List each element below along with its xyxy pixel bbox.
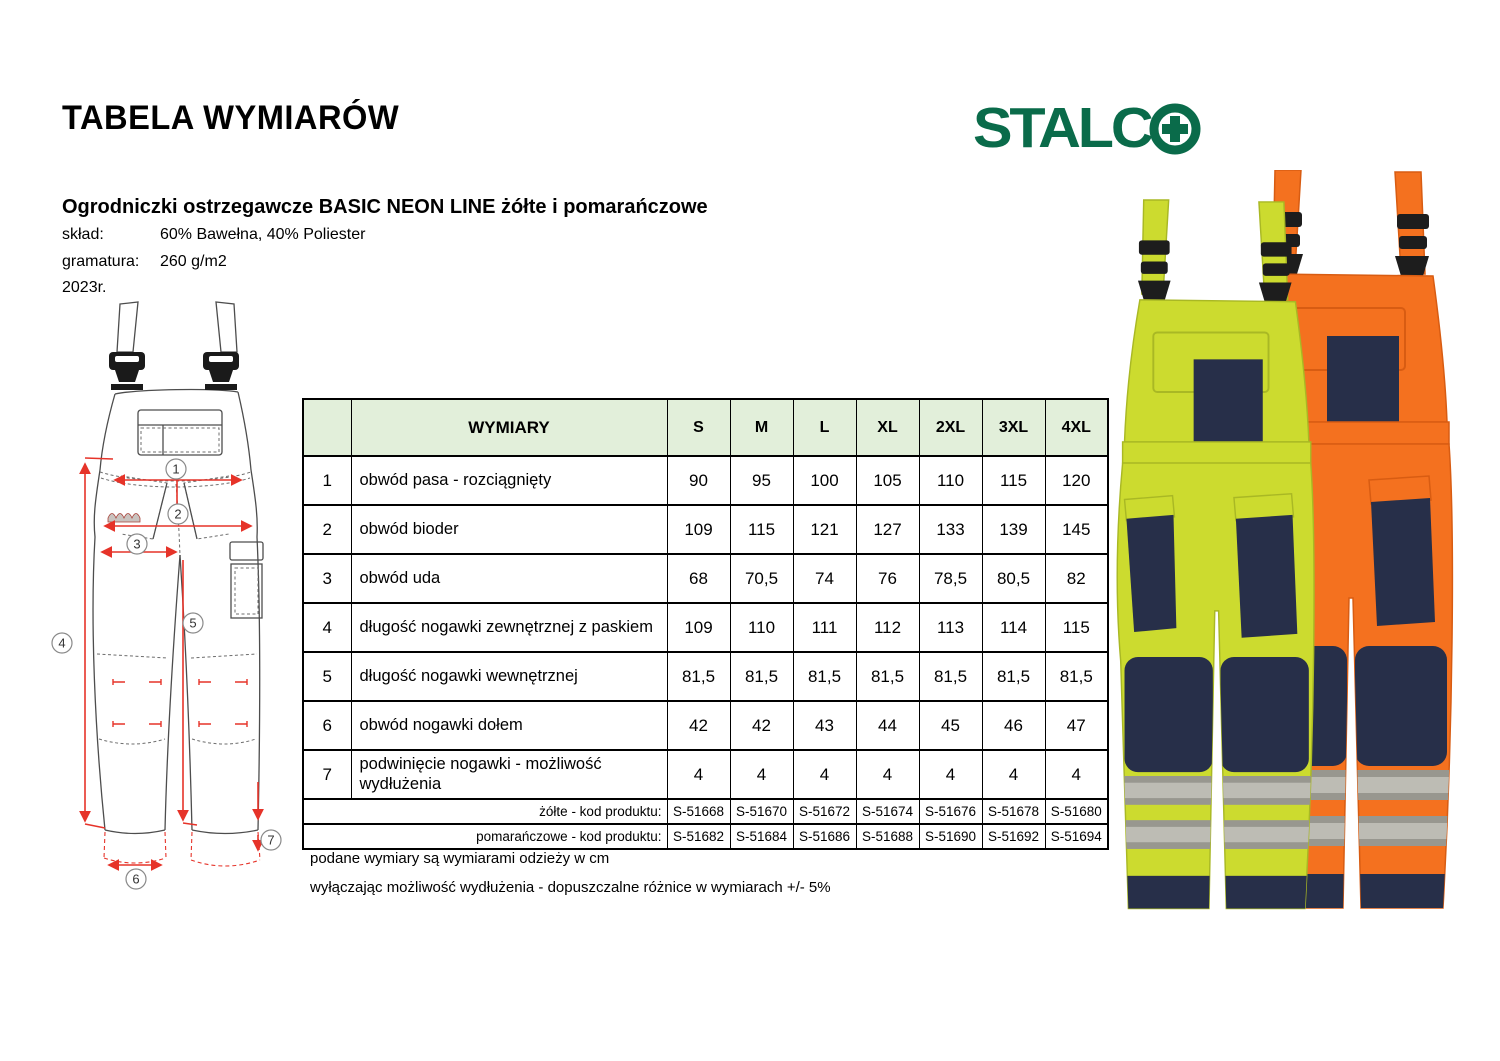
value-cell: 133	[919, 505, 982, 554]
overalls-measurement-diagram	[45, 292, 295, 902]
value-cell: 100	[793, 456, 856, 505]
marker-5	[183, 613, 203, 633]
value-cell: 90	[667, 456, 730, 505]
row-number: 1	[303, 456, 351, 505]
value-cell: 120	[1045, 456, 1108, 505]
measurement-label: podwinięcie nogawki - możliwość wydłużenia	[351, 750, 667, 799]
stalco-plus-circle-icon	[1148, 102, 1202, 156]
header-size-2xl: 2XL	[919, 399, 982, 456]
value-cell: 70,5	[730, 554, 793, 603]
value-cell: 81,5	[856, 652, 919, 701]
value-cell: 4	[919, 750, 982, 799]
buckles-yellow	[1138, 240, 1292, 301]
value-cell: 109	[667, 603, 730, 652]
measurement-label: długość nogawki wewnętrznej	[351, 652, 667, 701]
value-cell: 42	[667, 701, 730, 750]
pocket-elastic-detail	[108, 514, 140, 523]
marker-7	[261, 830, 281, 850]
value-cell: 80,5	[982, 554, 1045, 603]
buckles-orange	[1269, 212, 1429, 276]
header-size-4xl: 4XL	[1045, 399, 1108, 456]
value-cell: 109	[667, 505, 730, 554]
value-cell: 76	[856, 554, 919, 603]
value-cell: 42	[730, 701, 793, 750]
product-code: S-51682	[667, 824, 730, 849]
table-row	[303, 750, 1108, 799]
knee-stitch-marks	[113, 679, 247, 727]
table-row	[303, 456, 1108, 505]
value-cell: 4	[793, 750, 856, 799]
row-number: 7	[303, 750, 351, 799]
product-code: S-51676	[919, 799, 982, 824]
value-cell: 45	[919, 701, 982, 750]
marker-3	[127, 534, 147, 554]
value-cell: 81,5	[982, 652, 1045, 701]
code-row-label: pomarańczowe - kod produktu:	[303, 824, 667, 849]
value-cell: 81,5	[667, 652, 730, 701]
svg-text:1: 1	[172, 461, 180, 477]
value-cell: 81,5	[919, 652, 982, 701]
product-code: S-51670	[730, 799, 793, 824]
row-number: 4	[303, 603, 351, 652]
marker-4	[52, 633, 72, 653]
product-code: S-51684	[730, 824, 793, 849]
svg-text:3: 3	[133, 536, 141, 552]
note-measurements-in-cm: podane wymiary są wymiarami odzieży w cm	[310, 850, 610, 867]
spec-label-year: 2023r.	[62, 279, 107, 296]
value-cell: 105	[856, 456, 919, 505]
value-cell: 4	[667, 750, 730, 799]
value-cell: 4	[856, 750, 919, 799]
row-number: 6	[303, 701, 351, 750]
measurement-label: obwód pasa - rozciągnięty	[351, 456, 667, 505]
row-number: 5	[303, 652, 351, 701]
code-row-label: żółte - kod produktu:	[303, 799, 667, 824]
note-tolerance: wyłączając możliwość wydłużenia - dopuszczalne różnice w wymiarach +/- 5%	[310, 879, 831, 896]
header-size-xl: XL	[856, 399, 919, 456]
marker-6	[126, 869, 146, 889]
stalco-logo	[973, 96, 1202, 160]
value-cell: 81,5	[793, 652, 856, 701]
value-cell: 110	[919, 456, 982, 505]
svg-text:4: 4	[58, 635, 66, 651]
row-number: 2	[303, 505, 351, 554]
value-cell: 121	[793, 505, 856, 554]
row-number: 3	[303, 554, 351, 603]
value-cell: 44	[856, 701, 919, 750]
svg-text:5: 5	[189, 615, 197, 631]
value-cell: 46	[982, 701, 1045, 750]
table-row	[303, 652, 1108, 701]
product-code-row-orange	[303, 824, 1108, 849]
header-size-3xl: 3XL	[982, 399, 1045, 456]
measurement-label: obwód nogawki dołem	[351, 701, 667, 750]
size-table	[302, 398, 1109, 850]
product-code: S-51688	[856, 824, 919, 849]
value-cell: 74	[793, 554, 856, 603]
product-code: S-51686	[793, 824, 856, 849]
value-cell: 47	[1045, 701, 1108, 750]
value-cell: 115	[1045, 603, 1108, 652]
page-title: TABELA WYMIARÓW	[62, 99, 400, 137]
table-row	[303, 505, 1108, 554]
value-cell: 4	[730, 750, 793, 799]
product-code: S-51680	[1045, 799, 1108, 824]
measurement-label: obwód bioder	[351, 505, 667, 554]
product-code: S-51692	[982, 824, 1045, 849]
overall-yellow	[1113, 200, 1324, 910]
header-wymiary: WYMIARY	[351, 399, 667, 456]
hem-extension-dashes	[104, 832, 260, 866]
value-cell: 139	[982, 505, 1045, 554]
header-size-m: M	[730, 399, 793, 456]
measurement-label: obwód uda	[351, 554, 667, 603]
value-cell: 112	[856, 603, 919, 652]
product-code: S-51678	[982, 799, 1045, 824]
spec-label-gramatura: gramatura:	[62, 253, 140, 270]
product-code: S-51674	[856, 799, 919, 824]
spec-value-sklad: 60% Bawełna, 40% Poliester	[160, 226, 366, 243]
spec-label-sklad: skład:	[62, 226, 104, 243]
value-cell: 111	[793, 603, 856, 652]
measurement-label: długość nogawki zewnętrznej z paskiem	[351, 603, 667, 652]
value-cell: 115	[730, 505, 793, 554]
product-code: S-51690	[919, 824, 982, 849]
stalco-logo-text: STALC	[973, 96, 1151, 160]
value-cell: 115	[982, 456, 1045, 505]
table-row	[303, 603, 1108, 652]
product-title: Ogrodniczki ostrzegawcze BASIC NEON LINE żółte i pomarańczowe	[62, 196, 708, 218]
product-code-row-yellow	[303, 799, 1108, 824]
marker-1	[166, 459, 186, 479]
svg-text:7: 7	[267, 832, 275, 848]
value-cell: 114	[982, 603, 1045, 652]
product-code: S-51694	[1045, 824, 1108, 849]
spec-value-gramatura: 260 g/m2	[160, 253, 227, 270]
value-cell: 4	[982, 750, 1045, 799]
value-cell: 145	[1045, 505, 1108, 554]
value-cell: 82	[1045, 554, 1108, 603]
value-cell: 43	[793, 701, 856, 750]
header-size-s: S	[667, 399, 730, 456]
value-cell: 4	[1045, 750, 1108, 799]
strap-buckles	[109, 352, 239, 390]
table-row	[303, 554, 1108, 603]
value-cell: 68	[667, 554, 730, 603]
value-cell: 127	[856, 505, 919, 554]
value-cell: 78,5	[919, 554, 982, 603]
value-cell: 113	[919, 603, 982, 652]
table-header-row	[303, 399, 1108, 456]
value-cell: 81,5	[1045, 652, 1108, 701]
value-cell: 81,5	[730, 652, 793, 701]
table-row	[303, 701, 1108, 750]
header-size-l: L	[793, 399, 856, 456]
product-code: S-51672	[793, 799, 856, 824]
product-photo-overalls	[1105, 170, 1500, 930]
product-code: S-51668	[667, 799, 730, 824]
value-cell: 95	[730, 456, 793, 505]
marker-2	[168, 504, 188, 524]
svg-text:2: 2	[174, 506, 182, 522]
value-cell: 110	[730, 603, 793, 652]
svg-text:6: 6	[132, 871, 140, 887]
header-corner-cell	[303, 399, 351, 456]
